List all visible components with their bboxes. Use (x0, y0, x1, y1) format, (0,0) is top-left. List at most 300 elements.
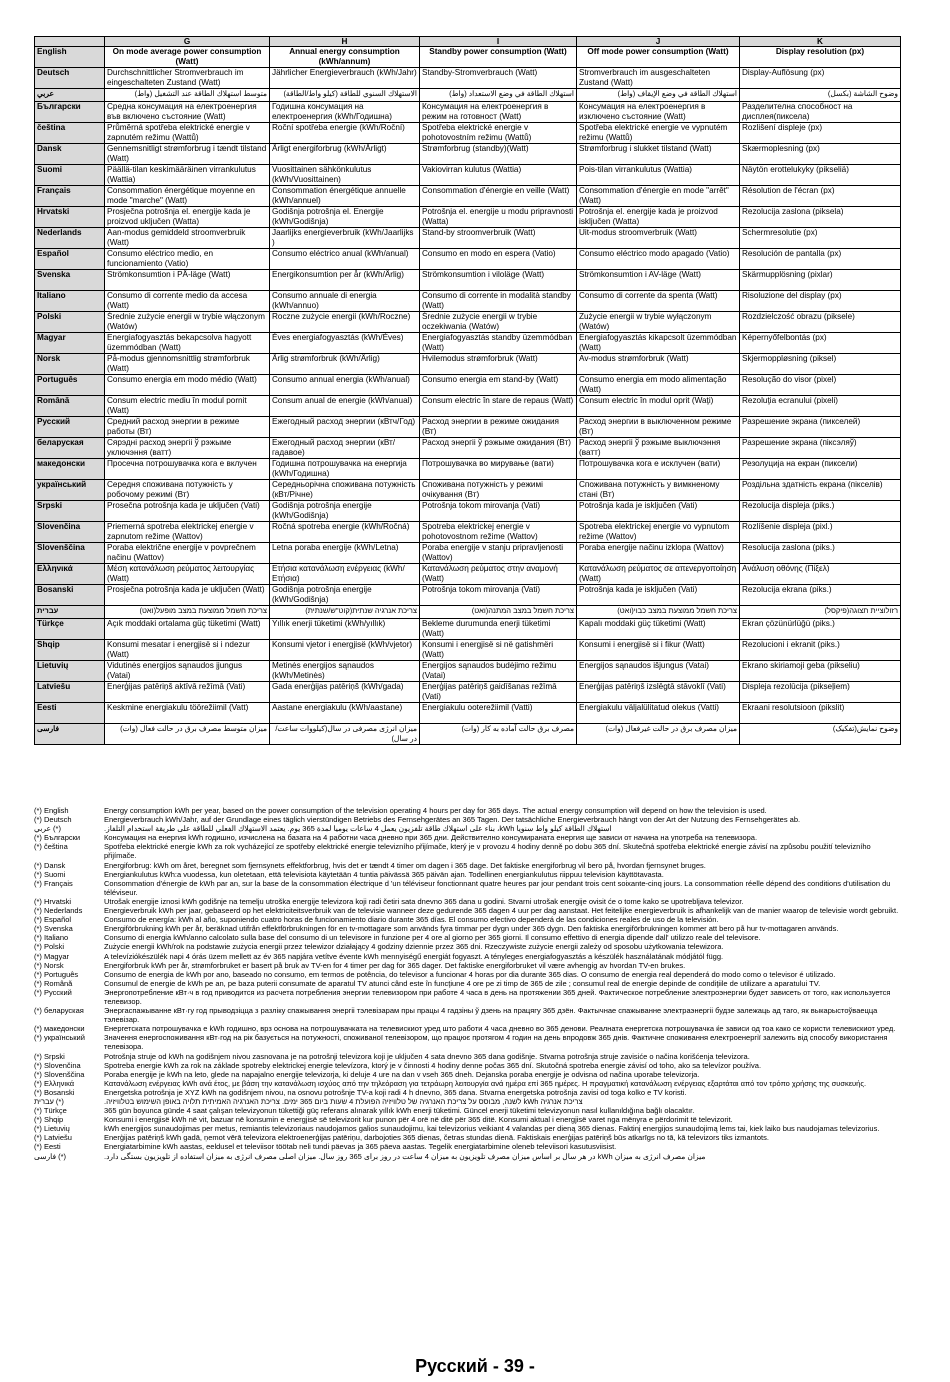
table-cell: Schermresolutie (px) (740, 228, 901, 249)
table-cell: Resolução do visor (pixel) (740, 375, 901, 396)
table-cell: Hvilemodus strømforbruk (Watt) (420, 354, 577, 375)
table-cell: Strömkonsumtion i AV-läge (Watt) (577, 270, 740, 291)
table-row (35, 228, 901, 249)
table-cell: Rozlišení displeje (px) (740, 123, 901, 144)
table-cell: Средний расход энергии в режиме работы (Вт) (105, 417, 270, 438)
table-cell: Zużycie energii w trybie wyłączonym (Watów) (577, 312, 740, 333)
table-cell: Резолуција на екран (пиксели) (740, 459, 901, 480)
language-cell: Srpski (35, 501, 105, 522)
footnote-text: Spotreba energie kWh za rok na základe spotreby elektrickej energie televízora, ktorý je v činnosti 4 hodiny denne počas 365 dní. Skutočná spotreba energie závisí od toho, ako sa televízor používa. (104, 1060, 762, 1070)
table-cell: Ανάλυση οθόνης (Πίξελ) (740, 564, 901, 585)
footer-language: Русский (415, 1356, 488, 1376)
footnote-text: Energiförbrukning kWh per år, beräknad utifrån effektförbrukningen för en tv-mottagare som används fyra timmar per dygn under 365 dygn. Den faktiska energiförbrukningen kommer att bero på hur tv-mottagaren används. (104, 924, 839, 934)
table-cell: Letna poraba energije (kWh/Letna) (270, 543, 420, 564)
language-cell: Slovenščina (35, 543, 105, 564)
footnote-row (34, 952, 900, 961)
language-cell: Português (35, 375, 105, 396)
table-row (35, 102, 901, 123)
table-cell: Poraba električne energije v povprečnem načinu (Wattov) (105, 543, 270, 564)
table-cell: Rezolucija ekrana (piks.) (740, 585, 901, 606)
table-cell: Vuosittainen sähkönkulutus (kWh/Vuosittainen) (270, 165, 420, 186)
table-cell: Energiafogyasztás kikapcsolt üzemmódban (Watt) (577, 333, 740, 354)
footnote-text: Енергетската потрошувачка е kWh годишно, врз основа на потрошувачката на телевискиот уред што работи 4 часа дневно во 365 денови. Реалната енергетска потрошувачка ќе зависи од тоа како се користи телевискиот уред. (104, 1024, 896, 1034)
table-row (35, 543, 901, 564)
table-cell: Consommation énergétique moyenne en mode "marche" (Watt) (105, 186, 270, 207)
footnote-row (34, 897, 900, 906)
table-row (35, 333, 901, 354)
language-cell: عربي (35, 89, 105, 102)
footnote-text: Utrošak energije iznosi kWh godišnje na temelju utroška energije televizora koji radi četiri sata dnevno 365 dana u godini. Stvarni utrošak energije ovisit će o tome kako se upotrebljava televizor. (104, 896, 744, 906)
footnote-language: (*) Magyar (34, 951, 70, 961)
language-cell: Română (35, 396, 105, 417)
column-letter: K (740, 37, 901, 47)
table-cell: Strømforbrug (standby)(Watt) (420, 144, 577, 165)
footnote-row (34, 824, 900, 833)
footnote-text: Poraba energije je kWh na leto, glede na napajalno energije televizorja, ki deluje 4 ure na dan v vseh 365 dneh. Dejanska poraba energije je odvisna od načina uporabe televizorja. (104, 1069, 700, 1079)
table-cell: Rozdzielczość obrazu (piksele) (740, 312, 901, 333)
footnote-text: Consumo de energia de kWh por ano, baseado no consumo, em termos de potência, do televisor a funcionar 4 horas por dia durante 365 dias. O consumo de energia real dependerá do modo como o televisor é utilizado. (104, 969, 836, 979)
table-cell: Consumo eléctrico medio, en funcionamiento (Vatio) (105, 249, 270, 270)
table-cell: Energikonsumtion per år (kWh/Årlig) (270, 270, 420, 291)
footnote-row (34, 924, 900, 933)
table-cell: Strömkonsumtion i viloläge (Watt) (420, 270, 577, 291)
table-cell: Consommation d'énergie en veille (Watt) (420, 186, 577, 207)
footnote-language: (*) Ελληνικά (34, 1078, 75, 1088)
table-cell: Середньорічна споживана потужність (кВт/Річне) (270, 480, 420, 501)
table-cell: Näytön erottelukyky (pikseliä) (740, 165, 901, 186)
footnote-row (34, 988, 900, 1006)
footnote-language: (*) Română (34, 978, 73, 988)
table-cell: Godišnja potrošnja energije (kWh/Godišnja) (270, 585, 420, 606)
language-cell: Magyar (35, 333, 105, 354)
footnote-text: Энергаспажыванне кВт·гу год прыводзіцца з разліку спажывання энергіі тэлевізарам пры працы 4 гадзіны ў дзень на працягу 365 дзён. Фактычнае спажыванне электраэнергіі будзе залежаць ад таго, як выкарыстоўваецца тэлевізар. (104, 1006, 878, 1025)
footnote-row (34, 1133, 900, 1142)
table-cell: Rezoluţia ecranului (pixeli) (740, 396, 901, 417)
table-cell: Rezolucija zaslona (piksela) (740, 207, 901, 228)
table-row (35, 501, 901, 522)
language-cell: Svenska (35, 270, 105, 291)
table-cell: Vakiovirran kulutus (Wattia) (420, 165, 577, 186)
table-cell: Jährlicher Energieverbrauch (kWh/Jahr) (270, 68, 420, 89)
footnote-text: Consumo di energia kWh/anno calcolato sulla base del consumo di un televisore in funzione per 4 ore al giorno per 365 giorni. Il consumo effettivo di energia dipende dall' utilizzo reale del televisore. (104, 933, 761, 943)
table-cell: Consumo di corrente medio da accesa (Watt) (105, 291, 270, 312)
table-cell: Metinės energijos sąnaudos (kWh/Metinės) (270, 661, 420, 682)
footnote-text: Energiforbrug: kWh om året, beregnet som fjernsynets effektforbrug, hvis det er tændt 4 timer om dagen i 365 dage. Det faktiske energiforbrug vil bero på, hvordan fjernsynet bruges. (104, 860, 706, 870)
table-cell: Ежегодный расход энергии (кВт/гадавое) (270, 438, 420, 459)
footnote-row (34, 1097, 900, 1106)
footnote-text: Energiforbruk kWh per år, strømforbruket er basert på bruk av TV-en for 4 timer per dag for 365 dager. Det faktiske energiforbruket vil være avhengig av hvordan TV-en brukes. (104, 960, 686, 970)
table-row (35, 619, 901, 640)
table-cell: Stand-by stroomverbruik (Watt) (420, 228, 577, 249)
table-row (35, 396, 901, 417)
table-cell: Średnie zużycie energii w trybie oczekiwania (Watów) (420, 312, 577, 333)
footnote-text: Enerģijas patēriņš kWh gadā, ņemot vērā televizora elektroenerģijas patēriņu, darbojoties 365 dienas, četras stundas dienā. Faktiskais enerģijas patēriņš būs atkarīgs no tā, kā televizors tiks izmantots. (104, 1133, 769, 1143)
table-cell: Потрошувачка кога е исклучен (вати) (577, 459, 740, 480)
table-cell: Расход энергии в выключенном режиме (Вт) (577, 417, 740, 438)
table-cell: Strømforbrug i slukket tilstand (Watt) (577, 144, 740, 165)
table-cell: Konsumi vjetor i energjisë (kWh/vjetor) (270, 640, 420, 661)
table-cell: Roczne zużycie energii (kWh/Roczne) (270, 312, 420, 333)
footnote-language: (*) Slovenčina (34, 1060, 81, 1070)
table-cell: Energijos sąnaudos budėjimo režimu (Vatai) (420, 661, 577, 682)
table-cell: Ekran çözünürlüğü (piks.) (740, 619, 901, 640)
footnote-row (34, 1152, 900, 1161)
footnote-text: Energy consumption kWh per year, based on the power consumption of the television operating 4 hours per day for 365 days. The actual energy consumption will depend on how the television is used. (104, 806, 767, 815)
table-cell: Споживана потужність у режимі очікування (Вт) (420, 480, 577, 501)
header-cell: Standby power consumption (Watt) (420, 47, 577, 68)
header-language-cell: English (35, 47, 105, 68)
table-cell: Résolution de l'écran (px) (740, 186, 901, 207)
column-letter: G (105, 37, 270, 47)
table-cell: Rozlíšenie displeja (pixl.) (740, 522, 901, 543)
table-cell: Консумация на електроенергия в изключено състояние (Watt) (577, 102, 740, 123)
language-cell: Français (35, 186, 105, 207)
table-cell: Годишна потрошувачка на енергија (kWh/Годишна) (270, 459, 420, 480)
column-letter-row (35, 37, 901, 47)
table-cell: Av-modus strømforbruk (Watt) (577, 354, 740, 375)
table-cell: Potrošnja tokom mirovanja (Vati) (420, 501, 577, 522)
language-cell: فارسی (35, 724, 105, 745)
footer-separator: - (492, 1356, 499, 1376)
table-cell: Spotreba elektrickej energie v pohotovostnom režime (Wattov) (420, 522, 577, 543)
table-cell: Éves energiafogyasztás (kWh/Éves) (270, 333, 420, 354)
table-row (35, 522, 901, 543)
table-cell: Enerģijas patēriņš izslēgtā stāvoklī (Vati) (577, 682, 740, 703)
table-cell: רזולוציית תצוגה(פיקסל) (740, 606, 901, 619)
table-cell: Standby-Stromverbrauch (Watt) (420, 68, 577, 89)
table-cell: Разделителна способност на дисплея(пиксела) (740, 102, 901, 123)
table-cell: Spotreba elektrickej energie vo vypnutom režime (Wattov) (577, 522, 740, 543)
footnote-row (34, 842, 900, 860)
table-cell: Stromverbrauch im ausgeschalteten Zustand (Watt) (577, 68, 740, 89)
table-cell: Средна консумация на електроенергия във включено състояние (Watt) (105, 102, 270, 123)
header-cell: Annual energy consumption (kWh/annum) (270, 47, 420, 68)
footnote-text: A televíziókészülék napi 4 órás üzem mellett az év 365 napjára vetítve évente kWh mennyiségű energiát fogyaszt. A tényleges energiafogyasztás a készülék használatának módjától függ. (104, 951, 724, 961)
footnote-text: Energieverbruik kWh per jaar, gebaseerd op het elektriciteitsverbruik van de televisie wanneer deze gedurende 365 dagen 4 uur per dag aanstaat. Het feitelijke energieverbruik is afhankelijk van de manier waarop de televisie wordt gebruikt. (104, 906, 899, 916)
table-cell: Kapalı moddaki güç tüketimi (Watt) (577, 619, 740, 640)
table-cell: Konsumi i energjisë si i fikur (Watt) (577, 640, 740, 661)
table-cell: Consumo di corrente da spenta (Watt) (577, 291, 740, 312)
table-row (35, 207, 901, 228)
table-cell: Godišnja potrošnja energije (kWh/Godišnja) (270, 501, 420, 522)
table-cell: Enerģijas patēriņš aktīvā režīmā (Vati) (105, 682, 270, 703)
table-cell: Μέση κατανάλωση ρεύματος λειτουργίας (Watt) (105, 564, 270, 585)
table-row (35, 354, 901, 375)
footnote-row (34, 870, 900, 879)
footnote-text: צריכת אנרגיה kWh לשנה, מבוסס על צריכת האנרגיה של טלוויזיה הפועלת 4 שעות ביום 365 ימים. צריכת האנרגיה האמיתית תלויה באופן השימוש בטלוויזיה. (104, 1097, 583, 1106)
table-cell: Gennemsnitligt strømforbrug i tændt tilstand (Watt) (105, 144, 270, 165)
footnote-language: (*) Dansk (34, 860, 66, 870)
footnote-text: Энергопотребление кВт·ч в год приводится из расчета потребления энергии телевизором при работе 4 часа в день на протяжении 365 дней. Фактическое потребление электроэнергии будет зависеть от того, как используется телевизор. (104, 987, 891, 1006)
language-cell: עברית (35, 606, 105, 619)
table-row (35, 480, 901, 501)
table-row (35, 724, 901, 745)
table-row (35, 123, 901, 144)
footer-trailing: - (528, 1356, 535, 1376)
page-footer (0, 1356, 950, 1377)
table-cell: Energiakulu ooterežiimil (Vatti) (420, 703, 577, 724)
table-cell: الاستهلاك السنوي للطاقة (كيلو واط/الطاقة) (270, 89, 420, 102)
table-cell: Consumo annuale di energia (kWh/annuo) (270, 291, 420, 312)
table-row (35, 459, 901, 480)
table-cell: Consumo di corrente in modalità standby (Watt) (420, 291, 577, 312)
table-cell: Consumo energia em stand-by (Watt) (420, 375, 577, 396)
footnote-text: Energiatarbimine kWh aastas, eeldusel et televiisor töötab neli tundi päevas ja 365 päeva aastas. Tegelik energiatarbimine oleneb televiisori kasutusviisist. (104, 1142, 617, 1152)
table-cell: Skærmoplesning (px) (740, 144, 901, 165)
footnote-language: (*) Türkçe (34, 1106, 67, 1116)
footnote-language: (*) Eesti (34, 1142, 61, 1152)
footnote-language: (*) Srpski (34, 1051, 65, 1061)
table-cell: Potrošnja kada je isključen (Vati) (577, 501, 740, 522)
language-cell: Slovenčina (35, 522, 105, 543)
table-cell: Consum anual de energie (kWh/anual) (270, 396, 420, 417)
column-letter-blank (35, 37, 105, 47)
footnote-text: Консумация на енергия kWh годишно, изчислена на базата на 4 работни часа дневно при 365 дни. Действително консумираната енергия ще зависи от начина на употреба на телевизора. (104, 833, 758, 843)
table-cell: Potrošnja tokom mirovanja (Vati) (420, 585, 577, 606)
footnote-text: Consumo de energía: kWh al año, suponiendo cuatro horas de funcionamiento diario durante 365 días. El consumo efectivo dependerá de las condiciones reales de uso de la televisión. (104, 915, 719, 925)
footer-page-number: 39 (503, 1356, 524, 1376)
table-cell: Сярэдні расход энергіі ў рэжыме уключэння (ватт) (105, 438, 270, 459)
header-cell: On mode average power consumption (Watt) (105, 47, 270, 68)
footnote-language: עברית (*) (34, 1097, 64, 1106)
table-cell: Споживана потужність у вимкненому стані (Вт) (577, 480, 740, 501)
table-row (35, 682, 901, 703)
footnote-language: (*) Español (34, 915, 72, 925)
table-cell: Jaarlijks energieverbruik (kWh/Jaarlijks ) (270, 228, 420, 249)
column-letter: J (577, 37, 740, 47)
table-cell: Consommation énergétique annuelle (kWh/annuel) (270, 186, 420, 207)
footnote-language: (*) український (34, 1033, 85, 1043)
footnote-language: (*) Deutsch (34, 815, 72, 825)
table-cell: Aastane energiakulu (kWh/aastane) (270, 703, 420, 724)
table-cell: متوسط استهلاك الطاقة عند التشغيل (واط) (105, 89, 270, 102)
table-row (35, 89, 901, 102)
table-cell: Potrošnja el. energije kada je proizvod isključen (Watta) (577, 207, 740, 228)
footnote-row (34, 861, 900, 870)
table-cell: Aan-modus gemiddeld stroomverbruik (Watt) (105, 228, 270, 249)
table-cell: Ετήσια κατανάλωση ενέργειας (kWh/Ετήσια) (270, 564, 420, 585)
language-cell: Italiano (35, 291, 105, 312)
footnote-text: Значення енергоспоживання кВт·год на рік базується на потужності, споживаної телевізором, що працює протягом 4 годин на день впродовж 365 днів. Фактичне споживання електроенергії залежить від способу використання телевізора. (104, 1033, 888, 1052)
table-cell: På-modus gjennomsnittlig strømforbruk (Watt) (105, 354, 270, 375)
table-cell: Bekleme durumunda enerji tüketimi (Watt) (420, 619, 577, 640)
energy-footnotes (34, 806, 900, 1161)
table-row (35, 606, 901, 619)
footnote-language: (*) Polski (34, 942, 65, 952)
footnote-text: Zużycie energii kWh/rok na podstawie zużycia energii przez telewizor działający 4 godziny dziennie przez 365 dni. Rzeczywiste zużycie energii zależy od sposobu użytkowania telewizora. (104, 942, 724, 952)
footnote-text: Energieverbrauch kWh/Jahr, auf der Grundlage eines täglich vierstündigen Betriebs des Fernsehgerätes an 365 Tagen. Der tatsächliche Energieverbrauch hängt von der Art der Nutzung des Fernsehgerätes ab. (104, 815, 801, 825)
language-cell: Български (35, 102, 105, 123)
table-cell: وضوح الشاشة (بكسل) (740, 89, 901, 102)
table-cell: Årlig strømforbruk (kWh/Årlig) (270, 354, 420, 375)
table-cell: Godišnja potrošnja el. Energije (kWh/Godišnja) (270, 207, 420, 228)
footnote-row (34, 1106, 900, 1115)
footnote-language: (*) Български (34, 833, 81, 843)
footnote-row (34, 1079, 900, 1088)
table-cell: Resolución de pantalla (px) (740, 249, 901, 270)
language-cell: Suomi (35, 165, 105, 186)
table-cell: Просечна потрошувачка кога е вклучен (105, 459, 270, 480)
table-cell: Displeja rezolūcija (pikseļiem) (740, 682, 901, 703)
table-cell: Разрешение экрана (пiксэляў) (740, 438, 901, 459)
footnote-text: Konsumi i energjisë kWh në vit, bazuar në konsumin e energjisë së televizorit kur punon për 4 orë në ditë për 365 ditë. Konsumi aktual i energjisë varet nga mënyra e përdorimit të televizorit. (104, 1115, 733, 1125)
table-cell: Prosečna potrošnja kada je uključen (Vati) (105, 501, 270, 522)
footnote-row (34, 1142, 900, 1151)
table-row (35, 703, 901, 724)
table-cell: Årligt energiforbrug (kWh/Årligt) (270, 144, 420, 165)
language-cell: Dansk (35, 144, 105, 165)
table-cell: Roční spotřeba energie (kWh/Roční) (270, 123, 420, 144)
table-row (35, 68, 901, 89)
footnote-text: Potrošnja struje od kWh na godišnjem nivou zasnovana je na potrošnji televizora koji je uključen 4 sata dnevno 365 dana godišnje. Stvarna potrošnja struje zavisiće o načina korišćenja televizora. (104, 1051, 750, 1061)
table-row (35, 165, 901, 186)
footnote-text: Energetska potrošnja je XYZ kWh na godišnjem nivou, na osnovu potrošnje TV-a koji radi 4 h dnevno, 365 dana. Stvarna energetska potrošnja zavisi od toga kolko e TV koristi. (104, 1087, 687, 1097)
table-cell: Prosječna potrošnja kada je uključen (Watt) (105, 585, 270, 606)
footnote-language: (*) Lietuvių (34, 1124, 70, 1134)
language-cell: Nederlands (35, 228, 105, 249)
table-cell: Poraba energije v stanju pripravljenosti (Wattov) (420, 543, 577, 564)
table-row (35, 564, 901, 585)
table-cell: Prosječna potrošnja el. energije kada je proizvod uključen (Watta) (105, 207, 270, 228)
table-cell: Spotřeba elektrické energie v pohotovostním režimu (Wattů) (420, 123, 577, 144)
table-cell: Ежегодный расход энергии (кВтч/Год) (270, 417, 420, 438)
table-cell: Ekraani resolutsioon (pikslit) (740, 703, 901, 724)
table-cell: Consum electric în stare de repaus (Watt) (420, 396, 577, 417)
footnote-text: میزان مصرف انرژی به میزان kWh در هر سال بر اساس میزان مصرف تلویزیون به میزان 4 ساعت در روز برای 365 روز سال. میزان اصلی مصرف انرژی به میزان استفاده از تلویزیون بستگی دارد. (104, 1151, 706, 1161)
table-cell: Расход энергіі ў рэжыме ожидания (Вт) (420, 438, 577, 459)
table-cell: Potrošnja kada je isključen (Vati) (577, 585, 740, 606)
language-cell: український (35, 480, 105, 501)
footnote-language: (*) Hrvatski (34, 896, 72, 906)
column-letter: I (420, 37, 577, 47)
table-cell: Uit-modus stroomverbruik (Watt) (577, 228, 740, 249)
footnote-row (34, 1088, 900, 1097)
table-cell: Display-Auflösung (px) (740, 68, 901, 89)
table-cell: צריכת אנרגיה שנתית(קוט"ש/שנתית) (270, 606, 420, 619)
footnote-text: Spotřeba elektrické energie kWh za rok vycházející ze spotřeby elektrické energie televizního přijímače, který je v provozu 4 hodiny denně po dobu 365 dní. Skutečná spotřeba elektrické energie závisí na způsobu použití televizního přijímače. (104, 842, 871, 861)
footnote-language: (*) Latviešu (34, 1133, 72, 1143)
footnote-language: (*) Русский (34, 987, 72, 997)
table-cell: Ekrano skiriamoji geba (pikseliu) (740, 661, 901, 682)
table-cell: Ročná spotreba energie (kWh/Ročná) (270, 522, 420, 543)
table-row (35, 312, 901, 333)
table-cell: استهلاك الطاقة في وضع الاستعداد (واط) (420, 89, 577, 102)
table-cell: Strömkonsumtion i PÅ-läge (Watt) (105, 270, 270, 291)
language-cell: Eesti (35, 703, 105, 724)
table-cell: Risoluzione del display (px) (740, 291, 901, 312)
table-row (35, 417, 901, 438)
table-row (35, 291, 901, 312)
language-cell: Deutsch (35, 68, 105, 89)
table-cell: Consumo energia em modo alimentação (Watt) (577, 375, 740, 396)
language-cell: Türkçe (35, 619, 105, 640)
footnote-row (34, 806, 900, 815)
table-cell: مصرف برق حالت آماده به کار (وات) (420, 724, 577, 745)
language-cell: Русский (35, 417, 105, 438)
footnote-row (34, 879, 900, 897)
column-letter: H (270, 37, 420, 47)
footnote-row (34, 1006, 900, 1024)
table-cell: Κατανάλωση ρεύματος σε απενεργοποίηση (Watt) (577, 564, 740, 585)
footnote-row (34, 942, 900, 951)
footnote-language: (*) Italiano (34, 933, 69, 943)
table-cell: Rezolucioni i ekranit (piks.) (740, 640, 901, 661)
table-cell: Расход энергии в режиме ожидания (Вт) (420, 417, 577, 438)
footnote-language: (*) Français (34, 878, 73, 888)
footnote-language: (*) Nederlands (34, 906, 83, 916)
footnote-row (34, 1070, 900, 1079)
energy-specs-table (34, 36, 901, 745)
footnote-text: Κατανάλωση ενέργειας kWh ανά έτος, με βάση την κατανάλωση ισχύος από την τηλεόραση για τετράωρη λειτουργία ανά ημέρα επί 365 ημέρες. Η πραγματική κατανάλωση ενέργειας εξαρτάται από τον τρόπο χρήσης της συσκευής. (104, 1078, 867, 1088)
table-cell: Consum electric mediu în modul pornit (Watt) (105, 396, 270, 417)
table-cell: Yıllık enerji tüketimi (kWh/yıllık) (270, 619, 420, 640)
table-row (35, 186, 901, 207)
table-cell: Durchschnittlicher Stromverbrauch im eingeschalteten Zustand (Watt) (105, 68, 270, 89)
language-cell: Español (35, 249, 105, 270)
footnote-row (34, 970, 900, 979)
footnote-language: (*) Svenska (34, 924, 73, 934)
header-row (35, 47, 901, 68)
footnote-language: (*) Bosanski (34, 1087, 75, 1097)
table-cell: Consum electric în modul oprit (Waţi) (577, 396, 740, 417)
table-cell: Rezolucija displeja (piks.) (740, 501, 901, 522)
table-cell: Consumo eléctrico modo apagado (Vatio) (577, 249, 740, 270)
footnote-row (34, 979, 900, 988)
table-cell: Resolucija zaslona (piks.) (740, 543, 901, 564)
footnote-row (34, 1061, 900, 1070)
table-row (35, 270, 901, 291)
footnote-language: (*) македонски (34, 1024, 85, 1034)
header-cell: Display resolution (px) (740, 47, 901, 68)
footnote-language: عربي (*) (34, 824, 61, 834)
footnote-language: (*) Slovenščina (34, 1069, 85, 1079)
header-cell: Off mode power consumption (Watt) (577, 47, 740, 68)
table-cell: میزان انرژی مصرفی در سال(کیلووات ساعت/در سال) (270, 724, 420, 745)
table-cell: Разрешение экрана (пикселей) (740, 417, 901, 438)
table-row (35, 661, 901, 682)
table-cell: Роздільна здатність екрана (пікселів) (740, 480, 901, 501)
table-cell: Pois-tilan virrankulutus (Wattia) (577, 165, 740, 186)
table-row (35, 438, 901, 459)
table-cell: Consumo energia em modo médio (Watt) (105, 375, 270, 396)
footnote-language: (*) English (34, 806, 69, 815)
footnote-language: (*) čeština (34, 842, 68, 852)
language-cell: Bosanski (35, 585, 105, 606)
table-cell: Skjermoppløsning (piksel) (740, 354, 901, 375)
table-cell: Poraba energije načinu izklopa (Wattov) (577, 543, 740, 564)
language-cell: македонски (35, 459, 105, 480)
table-cell: Konsumi i energjisë si në gatishmëri (Watt) (420, 640, 577, 661)
footnote-row (34, 933, 900, 942)
footnote-row (34, 1024, 900, 1033)
table-cell: צריכת חשמל ממוצעת במצב מופעל(ואט) (105, 606, 270, 619)
footnote-language: (*) беларуская (34, 1006, 84, 1016)
footnote-language: (*) Suomi (34, 869, 66, 879)
table-cell: استهلاك الطاقة في وضع الإيقاف (واط) (577, 89, 740, 102)
table-cell: Потрошувачка во мирување (вати) (420, 459, 577, 480)
table-cell: میزان متوسط مصرف برق در حالت فعال (وات) (105, 724, 270, 745)
footnote-row (34, 1033, 900, 1051)
table-cell: Średnie zużycie energii w trybie włączonym (Watów) (105, 312, 270, 333)
table-cell: Годишна консумация на електроенергия (kWh/Годишна) (270, 102, 420, 123)
footnote-text: Energiankulutus kWh:a vuodessa, kun oletetaan, että televisiota käytetään 4 tuntia päivässä 365 päivän ajan. Todellinen energiankulutus riippuu television käyttötavasta. (104, 869, 664, 879)
table-cell: Açık moddaki ortalama güç tüketimi (Watt) (105, 619, 270, 640)
table-cell: میزان مصرف برق در حالت غیرفعال (وات) (577, 724, 740, 745)
table-cell: Spotřeba elektrické energie ve vypnutém režimu (Wattů) (577, 123, 740, 144)
table-cell: Consumo eléctrico anual (kWh/anual) (270, 249, 420, 270)
table-cell: Képernyőfelbontás (px) (740, 333, 901, 354)
table-cell: Energiakulu väljalülitatud olekus (Vatti) (577, 703, 740, 724)
